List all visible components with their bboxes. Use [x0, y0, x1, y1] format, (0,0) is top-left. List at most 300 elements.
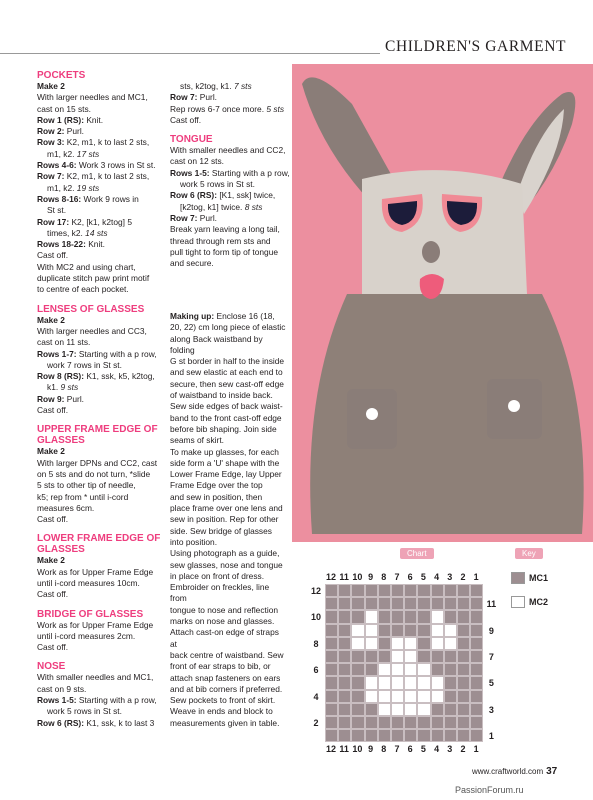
chart-cell — [444, 703, 457, 716]
chart-cell — [444, 716, 457, 729]
chart-cell — [404, 703, 417, 716]
chart-cell — [351, 650, 364, 663]
text-line: measurements given in table. — [170, 717, 280, 728]
chart-cell — [457, 584, 470, 597]
chart-cell — [431, 716, 444, 729]
key-title: Key — [515, 548, 543, 559]
page-header: CHILDREN'S GARMENT — [385, 38, 567, 55]
chart-cell — [378, 624, 391, 637]
chart-cell — [325, 610, 338, 623]
text-line: To make up glasses, for each — [170, 446, 279, 457]
chart-column-number: 1 — [473, 572, 479, 582]
chart-cell — [404, 597, 417, 610]
chart-cell — [417, 597, 430, 610]
chart-cell — [457, 637, 470, 650]
chart-cell — [431, 703, 444, 716]
text-line: and at bib corners if preferred. — [170, 683, 283, 694]
text-line: work 5 rows in St st. — [47, 706, 122, 717]
chart-cell — [470, 703, 483, 716]
text-line: k1. 9 sts — [47, 382, 79, 393]
chart-title: Chart — [400, 548, 434, 559]
text-line: Sew side edges of back waist- — [170, 401, 283, 412]
chart-cell — [365, 610, 378, 623]
text-line: times, k2. 14 sts — [47, 227, 108, 238]
key-swatch-mc2 — [511, 596, 525, 608]
chart-row-number: 3 — [488, 704, 494, 715]
section-heading: NOSE — [37, 661, 66, 673]
text-line: and secure. — [170, 258, 214, 269]
text-line: St st. — [47, 205, 67, 216]
chart-cell — [338, 584, 351, 597]
chart-cell — [365, 584, 378, 597]
text-line: Make 2 — [37, 81, 65, 91]
chart-cell — [470, 650, 483, 663]
text-line: cast on 12 sts. — [170, 156, 224, 167]
text-line: Work as for Upper Frame Edge — [37, 619, 154, 630]
chart-cell — [431, 610, 444, 623]
chart-row-number: 2 — [313, 718, 319, 728]
page-number: 37 — [546, 766, 558, 777]
text-line: cast on 15 sts. — [37, 103, 91, 114]
column-1 — [37, 70, 167, 729]
text-line: 5 sts to other tip of needle, — [37, 480, 136, 491]
text-line: G st border in half to the inside — [170, 356, 285, 367]
text-line: Weave in ends and block to — [170, 706, 273, 717]
chart-cell — [391, 676, 404, 689]
chart-cell — [325, 676, 338, 689]
chart-cell — [391, 650, 404, 663]
text-line: along Back waistband by folding — [170, 333, 263, 355]
chart-cell — [431, 676, 444, 689]
chart-cell — [351, 676, 364, 689]
text-line: Work as for Upper Frame Edge — [37, 566, 154, 577]
chart-column-number: 8 — [381, 744, 387, 754]
text-line: Row 7: Purl. — [170, 92, 218, 103]
chart-cell — [378, 650, 391, 663]
text-line: tongue to nose and reflection — [170, 604, 279, 615]
chart-cell — [391, 729, 404, 742]
chart-cell — [417, 703, 430, 716]
chart-column-number: 12 — [325, 572, 336, 582]
chart-cell — [444, 624, 457, 637]
text-line: Sew pockets to front of skirt. — [170, 695, 276, 706]
chart-cell — [457, 690, 470, 703]
text-line: place frame over one lens and — [170, 503, 283, 514]
chart-cell — [444, 729, 457, 742]
dress-photo — [292, 64, 593, 542]
chart-cell — [444, 676, 457, 689]
chart-cell — [378, 729, 391, 742]
chart-cell — [391, 597, 404, 610]
chart-column-number: 10 — [352, 572, 363, 582]
chart-cell — [338, 729, 351, 742]
chart-cell — [325, 690, 338, 703]
chart-column-number: 9 — [368, 572, 374, 582]
chart-cell — [338, 690, 351, 703]
text-line: Embroider on freckles, line from — [170, 582, 270, 604]
text-line: With smaller needles and MC1, — [37, 672, 154, 683]
text-line: Cast off. — [37, 250, 69, 261]
section-heading: TONGUE — [170, 134, 213, 146]
text-line: m1, k2. 19 sts — [47, 182, 100, 193]
chart-cell — [351, 690, 364, 703]
text-line: Attach cast-on edge of straps at — [170, 627, 279, 649]
text-line: 20, 22) cm long piece of elastic — [170, 322, 286, 333]
chart-cell — [351, 663, 364, 676]
chart-cell — [351, 716, 364, 729]
chart-cell — [325, 597, 338, 610]
text-line: thread through rem sts and — [170, 235, 271, 246]
key-label-mc1: MC1 — [529, 573, 549, 583]
chart-cell — [444, 637, 457, 650]
chart-cell — [325, 716, 338, 729]
chart-cell — [365, 676, 378, 689]
text-line: Row 6 (RS): K1, ssk, k to last 3 — [37, 717, 155, 728]
text-line: Lower Frame Edge, lay Upper — [170, 469, 282, 480]
chart-cell — [470, 663, 483, 676]
chart-cell — [391, 624, 404, 637]
text-line: Cast off. — [170, 114, 202, 125]
chart-cell — [417, 610, 430, 623]
chart-cell — [391, 716, 404, 729]
section-heading: UPPER FRAME EDGE OF GLASSES — [37, 424, 158, 447]
chart-cell — [417, 637, 430, 650]
chart-column-number: 6 — [407, 572, 413, 582]
text-line: before bib shaping. Join side — [170, 423, 277, 434]
chart-cell — [391, 690, 404, 703]
header-rule — [0, 53, 380, 54]
text-line: Row 3: K2, m1, k to last 2 sts, — [37, 137, 150, 148]
chart-cell — [457, 663, 470, 676]
text-line: [k2tog, k1] twice. 8 sts — [180, 201, 263, 212]
chart-cell — [404, 584, 417, 597]
page-footer — [472, 766, 557, 777]
chart-column-number: 11 — [339, 572, 349, 582]
chart-cell — [391, 610, 404, 623]
text-line: back centre of waistband. Sew — [170, 649, 284, 660]
chart-cell — [338, 624, 351, 637]
chart-cell — [417, 690, 430, 703]
chart-column-number: 10 — [352, 744, 363, 754]
text-line: Rows 18-22: Knit. — [37, 239, 105, 250]
section-heading: BRIDGE OF GLASSES — [37, 608, 144, 620]
chart-cell — [417, 663, 430, 676]
chart-cell — [470, 676, 483, 689]
chart-cell — [457, 703, 470, 716]
chart-cell — [338, 676, 351, 689]
chart-row-number: 9 — [488, 625, 494, 636]
chart-cell — [457, 610, 470, 623]
chart-cell — [404, 716, 417, 729]
chart-cell — [325, 584, 338, 597]
text-line: Row 8 (RS): K1, ssk, k5, k2tog, — [37, 371, 155, 382]
chart-cell — [338, 703, 351, 716]
chart-cell — [417, 650, 430, 663]
chart-cell — [470, 584, 483, 597]
text-line: measures 6cm. — [37, 502, 95, 513]
chart-cell — [325, 729, 338, 742]
chart-cell — [444, 663, 457, 676]
text-line: Cast off. — [37, 514, 69, 525]
chart-cell — [444, 584, 457, 597]
chart-cell — [351, 584, 364, 597]
text-line: duplicate stitch paw print motif — [37, 273, 150, 284]
column-2 — [170, 81, 290, 269]
text-line: Row 7: Purl. — [170, 212, 218, 223]
chart-cell — [457, 624, 470, 637]
text-line: Frame Edge over the top — [170, 480, 263, 491]
text-line: Rep rows 6-7 once more. 5 sts — [170, 103, 285, 114]
chart-cell — [378, 610, 391, 623]
chart-cell — [391, 584, 404, 597]
text-line: until i-cord measures 2cm. — [37, 630, 136, 641]
chart-cell — [457, 729, 470, 742]
chart-cell — [470, 729, 483, 742]
text-line: Row 7: K2, m1, k to last 2 sts, — [37, 171, 150, 182]
chart-cell — [404, 637, 417, 650]
text-line: With larger needles and MC1, — [37, 92, 148, 103]
chart-cell — [325, 637, 338, 650]
text-line: marks on nose and glasses. — [170, 616, 275, 627]
chart-row-number: 8 — [313, 638, 319, 649]
footer-site: www.craftworld.com — [472, 767, 544, 776]
text-line: Row 1 (RS): Knit. — [37, 114, 104, 125]
chart-cell — [457, 597, 470, 610]
chart-cell — [404, 610, 417, 623]
chart-cell — [325, 624, 338, 637]
chart-column-number: 2 — [460, 572, 466, 582]
text-line: With larger needles and CC3, — [37, 325, 147, 336]
chart-column-number: 12 — [325, 744, 336, 754]
chart-grid — [325, 584, 483, 742]
chart-cell — [365, 650, 378, 663]
chart-cell — [351, 637, 364, 650]
text-line: of waistband to inside back. — [170, 390, 273, 401]
text-line: k5; rep from * until i-cord — [37, 491, 129, 502]
text-line: work 5 rows in St st. — [180, 179, 255, 190]
text-line: sew glasses, nose and tongue — [170, 559, 283, 570]
chart-cell — [378, 597, 391, 610]
chart-cell — [431, 584, 444, 597]
chart-cell — [404, 729, 417, 742]
chart-cell — [404, 690, 417, 703]
chart-cell — [378, 716, 391, 729]
text-line: With MC2 and using chart, — [37, 261, 136, 272]
chart-column-number: 9 — [368, 744, 374, 754]
chart-column-number: 5 — [420, 572, 426, 582]
chart-cell — [431, 729, 444, 742]
chart-cell — [404, 676, 417, 689]
chart-cell — [417, 729, 430, 742]
key-swatch-mc1 — [511, 572, 525, 584]
text-line: front of ear straps to bib, or — [170, 661, 271, 672]
text-line: and sew elastic at each end to — [170, 367, 283, 378]
chart-cell — [457, 716, 470, 729]
chart-column-number: 7 — [394, 744, 400, 754]
chart-cell — [351, 729, 364, 742]
chart-column-number: 7 — [394, 572, 400, 582]
chart-row-number: 10 — [310, 612, 321, 623]
text-line: With larger DPNs and CC2, cast — [37, 457, 158, 468]
section-heading: LOWER FRAME EDGE OF GLASSES — [37, 533, 161, 556]
chart-cell — [470, 597, 483, 610]
text-line: Rows 1-5: Starting with a p row, — [170, 167, 290, 178]
chart-cell — [378, 676, 391, 689]
chart-cell — [404, 663, 417, 676]
text-line: band to the front cast-off edge — [170, 412, 282, 423]
chart-cell — [457, 650, 470, 663]
text-line: cast on 11 sts. — [37, 337, 91, 348]
chart-row-number: 4 — [313, 691, 319, 702]
chart-cell — [431, 663, 444, 676]
text-line: Using photograph as a guide, — [170, 548, 280, 559]
text-line: until i-cord measures 10cm. — [37, 577, 140, 588]
text-line: Cast off. — [37, 589, 69, 600]
chart-column-number: 4 — [434, 744, 440, 754]
chart-cell — [338, 650, 351, 663]
chart-column-number: 3 — [447, 572, 453, 582]
chart-cell — [444, 610, 457, 623]
text-line: pull tight to form tip of tongue — [170, 246, 279, 257]
chart-column-number: 6 — [407, 744, 413, 754]
text-line: Make 2 — [37, 314, 65, 325]
chart-cell — [417, 624, 430, 637]
text-line: Row 2: Purl. — [37, 126, 85, 137]
text-line: cast on 9 sts. — [37, 683, 87, 694]
chart-column-number: 11 — [339, 744, 349, 754]
text-line: secure, then sew cast-off edge — [170, 378, 284, 389]
chart-column-number: 4 — [434, 572, 440, 582]
text-line: seams of skirt. — [170, 435, 224, 446]
chart-row-number: 7 — [488, 652, 494, 662]
text-line: attach snap fasteners on ears — [170, 672, 281, 683]
chart-cell — [378, 690, 391, 703]
chart-cell — [325, 650, 338, 663]
text-line: Rows 4-6: Work 3 rows in St st. — [37, 160, 156, 171]
chart-cell — [431, 637, 444, 650]
text-line: Rows 1-7: Starting with a p row, — [37, 348, 157, 359]
chart-cell — [417, 584, 430, 597]
text-line: Cast off. — [37, 405, 69, 416]
text-line: With smaller needles and CC2, — [170, 145, 286, 156]
chart-cell — [338, 597, 351, 610]
chart-cell — [391, 663, 404, 676]
chart-cell — [391, 637, 404, 650]
chart-cell — [351, 597, 364, 610]
text-line: to centre of each pocket. — [37, 284, 129, 295]
chart-cell — [404, 624, 417, 637]
chart-cell — [431, 624, 444, 637]
chart-cell — [351, 610, 364, 623]
chart-cell — [417, 676, 430, 689]
chart-row-number: 6 — [313, 665, 319, 676]
chart-cell — [470, 690, 483, 703]
text-line: sts, k2tog, k1. 7 sts — [180, 81, 252, 91]
watermark: PassionForum.ru — [455, 785, 524, 795]
chart-cell — [431, 690, 444, 703]
chart-cell — [470, 716, 483, 729]
chart-cell — [431, 650, 444, 663]
chart-cell — [378, 584, 391, 597]
text-line: side form a 'U' shape with the — [170, 457, 280, 468]
chart-cell — [470, 610, 483, 623]
chart-cell — [365, 597, 378, 610]
text-line: work 7 rows in St st. — [47, 359, 122, 370]
text-line: Row 17: K2, [k1, k2tog] 5 — [37, 216, 132, 227]
chart-cell — [365, 637, 378, 650]
chart-row-number: 5 — [488, 678, 494, 689]
chart-cell — [365, 729, 378, 742]
text-line: into position. — [170, 536, 218, 547]
chart-row-number: 1 — [488, 731, 494, 742]
chart-cell — [457, 676, 470, 689]
chart-cell — [338, 716, 351, 729]
column-3 — [170, 311, 288, 729]
section-heading: POCKETS — [37, 70, 86, 81]
text-line: m1, k2. 17 sts — [47, 148, 100, 159]
chart-cell — [365, 624, 378, 637]
chart-column-number: 3 — [447, 744, 453, 754]
text-line: Cast off. — [37, 642, 69, 653]
chart-cell — [365, 690, 378, 703]
chart-cell — [351, 624, 364, 637]
text-line: side. Sew bridge of glasses — [170, 525, 272, 536]
chart-column-number: 8 — [381, 572, 387, 582]
chart-column-number: 2 — [460, 744, 466, 754]
chart-column-number: 5 — [420, 744, 426, 754]
chart-cell — [417, 716, 430, 729]
text-line: Row 9: Purl. — [37, 393, 85, 404]
chart-cell — [378, 637, 391, 650]
text-line: sew in position. Rep for other — [170, 514, 279, 525]
text-line: Rows 1-5: Starting with a p row, — [37, 695, 157, 706]
text-line: on 5 sts and do not turn, *slide — [37, 468, 151, 479]
text-line: and sew in position, then — [170, 491, 263, 502]
text-line: Rows 8-16: Work 9 rows in — [37, 193, 139, 204]
chart-cell — [470, 637, 483, 650]
chart-row-number: 12 — [310, 586, 321, 596]
chart-column-number: 1 — [473, 744, 479, 754]
chart-cell — [351, 703, 364, 716]
chart-cell — [404, 650, 417, 663]
chart-cell — [365, 716, 378, 729]
chart-cell — [338, 637, 351, 650]
section-heading: LENSES OF GLASSES — [37, 303, 145, 315]
chart-cell — [325, 663, 338, 676]
chart-cell — [391, 703, 404, 716]
chart-cell — [378, 663, 391, 676]
text-line: Row 6 (RS): [K1, ssk] twice, — [170, 190, 276, 201]
chart-cell — [378, 703, 391, 716]
text-line: Making up: Enclose 16 (18, — [170, 311, 275, 321]
text-line: Make 2 — [37, 555, 65, 566]
text-line: Make 2 — [37, 446, 65, 457]
text-line: Break yarn leaving a long tail, — [170, 224, 280, 235]
chart-cell — [325, 703, 338, 716]
chart-cell — [338, 663, 351, 676]
chart-cell — [338, 610, 351, 623]
key-label-mc2: MC2 — [529, 597, 549, 607]
text-line: in place on front of dress. — [170, 570, 265, 581]
chart-cell — [365, 703, 378, 716]
chart-cell — [444, 650, 457, 663]
chart-cell — [470, 624, 483, 637]
chart-cell — [365, 663, 378, 676]
chart-cell — [444, 597, 457, 610]
chart-cell — [431, 597, 444, 610]
chart-cell — [444, 690, 457, 703]
chart-row-number: 11 — [486, 599, 497, 610]
